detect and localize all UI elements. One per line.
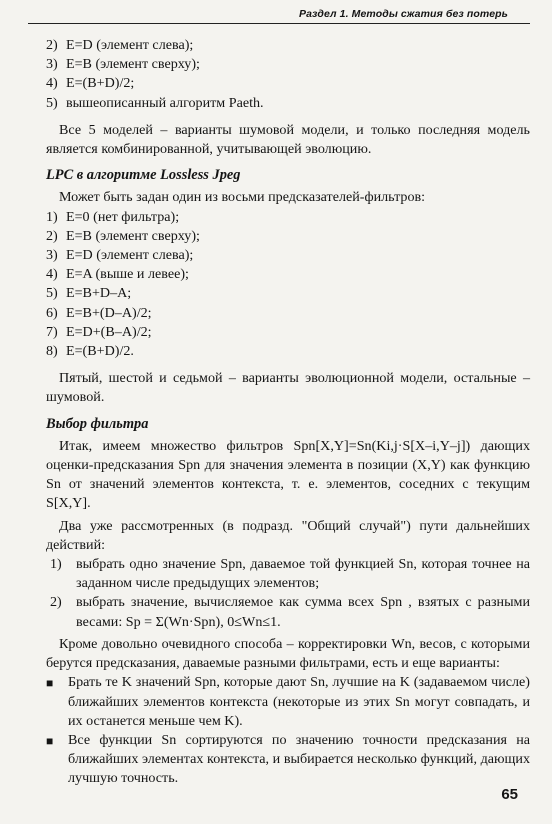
top-list (46, 36, 530, 113)
list-number: 2) (50, 594, 62, 611)
list-number: 2) (46, 227, 58, 244)
list-item (46, 246, 530, 265)
header-rule (28, 23, 530, 24)
list-item (46, 208, 530, 227)
list-item (46, 555, 530, 593)
list-item (46, 342, 530, 361)
list-text: E=B (элемент сверху); (66, 56, 200, 73)
list-number: 1) (46, 208, 58, 225)
paragraph-evolution: Пятый, шестой и седьмой – варианты эволюционной модели, остальные – шумовой. (46, 370, 530, 406)
list-text: E=(B+D)/2; (66, 75, 135, 92)
list-item (46, 323, 530, 342)
list-item (46, 36, 530, 55)
list-text: E=D+(B–A)/2; (66, 323, 152, 340)
list-text: вышеописанный алгоритм Paeth. (66, 94, 264, 111)
list-text: E=B (элемент сверху); (66, 227, 200, 244)
list-text: E=(B+D)/2. (66, 343, 134, 360)
filters-list (46, 208, 530, 362)
list-item (46, 284, 530, 303)
list-item (46, 55, 530, 74)
list-item (46, 74, 530, 93)
list-text: E=B+(D–A)/2; (66, 304, 152, 321)
section-title-lpc: LPC в алгоритме Lossless Jpeg (46, 167, 241, 184)
list-text: E=B+D–A; (66, 285, 132, 302)
list-item (46, 731, 530, 789)
list-item (46, 227, 530, 246)
square-bullet-icon: ■ (46, 733, 54, 748)
list-number: 3) (46, 247, 58, 264)
list-text: E=D (элемент слева); (66, 247, 194, 264)
list-number: 6) (46, 304, 58, 321)
paragraph-filters: Итак, имеем множество фильтров Spn[X,Y]=Sn(Ki,j·S[X–i,Y–j]) дающих оценки-предсказания Spn для значения элемента в позиции (X,Y) как функцию Sn от значений элементов контекста, т. е. элементов, соседних с текущим S[X,Y]. (46, 437, 530, 512)
paragraph-paths: Два уже рассмотренных (в подразд. "Общий случай") пути дальнейших действий: (46, 517, 530, 553)
list-item (46, 94, 530, 113)
list-text: E=A (выше и левее); (66, 266, 189, 283)
list-text: Брать те K значений Spn, которые дают Sn, лучшие на K (задаваемом числе) ближайших элементов контекста (некоторые из этих Sn могут совпадать, и их останется меньше чем K). (68, 674, 530, 729)
header-title: Раздел 1. Методы сжатия без потерь (299, 8, 508, 20)
list-number: 1) (50, 556, 62, 573)
list-number: 8) (46, 343, 58, 360)
page-content (46, 36, 530, 789)
running-header (0, 6, 552, 26)
list-number: 4) (46, 266, 58, 283)
list-number: 5) (46, 285, 58, 302)
list-text: Все функции Sn сортируются по значению точности предсказания на ближайших элементах контекста, и выбирается несколько функций, дающих лучшую точность. (68, 731, 530, 787)
list-text: выбрать значение, вычисляемое как сумма всех Spn , взятых с разными весами: Sp = Σ(Wn·Spn), 0≤Wn≤1. (76, 594, 530, 630)
list-item (46, 304, 530, 323)
square-bullet-icon: ■ (46, 676, 54, 691)
paragraph-models: Все 5 моделей – варианты шумовой модели, и только последняя модель является комбинированной, учитывающей эволюцию. (46, 121, 530, 158)
list-number: 5) (46, 94, 58, 111)
list-item (46, 673, 530, 731)
list-item (46, 593, 530, 631)
list-number: 7) (46, 323, 58, 340)
section-title-filter: Выбор фильтра (46, 415, 149, 432)
list-number: 4) (46, 75, 58, 92)
paths-list (46, 555, 530, 632)
list-text: E=D (элемент слева); (66, 37, 194, 53)
list-item (46, 265, 530, 284)
paragraph-intro: Может быть задан один из восьми предсказателей-фильтров: (59, 189, 426, 206)
paragraph-variants: Кроме довольно очевидного способа – корректировки Wn, весов, с которыми берутся предсказания, даваемые разными фильтрами, есть и еще варианты: (46, 635, 530, 672)
page-number: 65 (501, 786, 518, 803)
list-text: выбрать одно значение Spn, даваемое той функцией Sn, которая точнее на заданном числе предыдущих элементов; (76, 556, 530, 592)
list-text: E=0 (нет фильтра); (66, 208, 180, 225)
variants-list (46, 673, 530, 788)
list-number: 3) (46, 56, 58, 73)
list-number: 2) (46, 37, 58, 53)
